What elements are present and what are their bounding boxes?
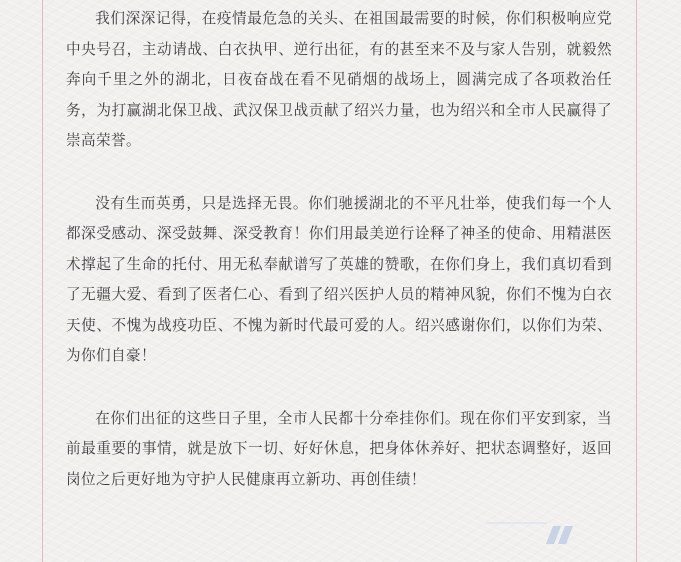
paragraph-1: 我们深深记得，在疫情最危急的关头、在祖国最需要的时候，你们积极响应党中央号召，主动请战、白衣执甲、逆行出征，有的甚至来不及与家人告别，就毅然奔向千里之外的湖北，日夜奋战在看不见硝烟的战场上，圆满完成了各项救治任务，为打赢湖北保卫战、武汉保卫战贡献了绍兴力量，也为绍兴和全市人民赢得了崇高荣誉。	[66, 10, 612, 149]
paragraph-3: 在你们出征的这些日子里，全市人民都十分牵挂你们。现在你们平安到家，当前最重要的事情，就是放下一切、好好休息，把身体休养好、把状态调整好，返回岗位之后更好地为守护人民健康再立新功、再创佳绩！	[66, 409, 612, 488]
paragraph-2: 没有生而英勇，只是选择无畏。你们驰援湖北的不平凡壮举，使我们每一个人都深受感动、深受鼓舞、深受教育！你们用最美逆行诠释了神圣的使命、用精湛医术撑起了生命的托付、用无私奉献谱写了英雄的赞歌，在你们身上，我们真切看到了无疆大爱、看到了医者仁心、看到了绍兴医护人员的精神风貌，你们不愧为白衣天使、不愧为战疫功臣、不愧为新时代最可爱的人。绍兴感谢你们，以你们为荣、为你们自豪！	[66, 194, 612, 364]
article-body	[66, 4, 612, 527]
quote-mark-icon	[487, 518, 582, 548]
left-border-line	[42, 0, 43, 562]
right-border-line	[636, 0, 637, 562]
